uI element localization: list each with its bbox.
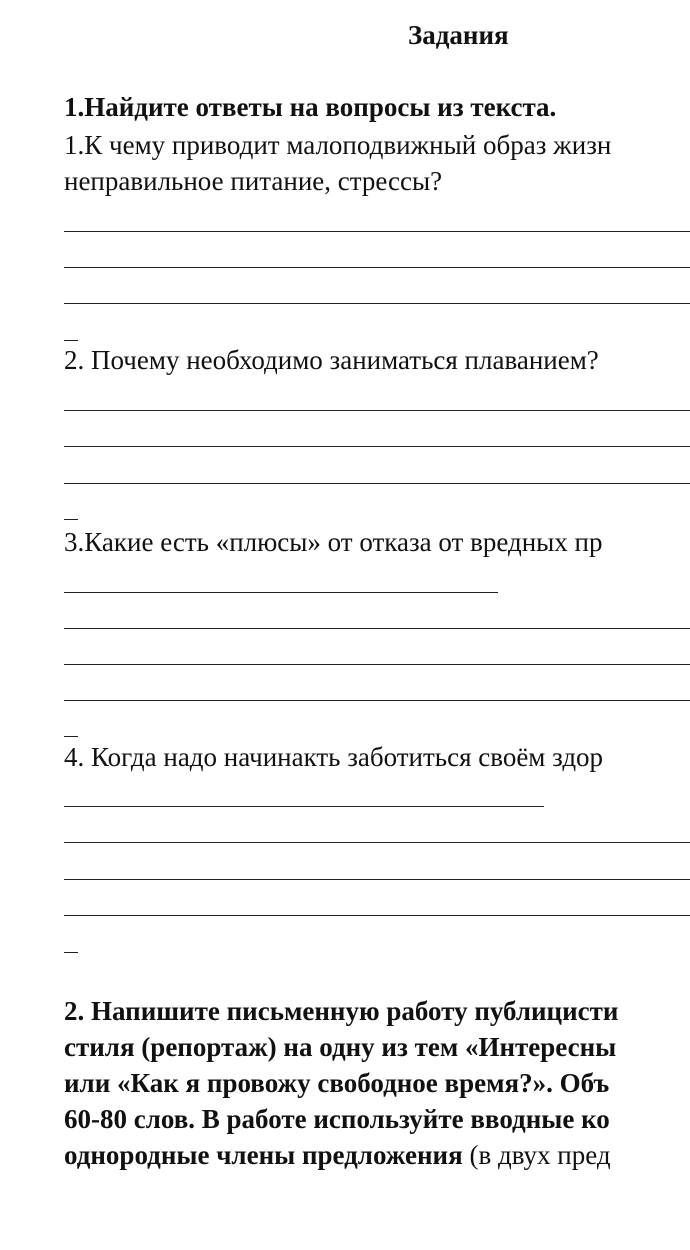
answer-line[interactable] xyxy=(64,446,690,447)
answer-line[interactable] xyxy=(64,879,690,880)
question-3-line-1: 3.Какие есть «плюсы» от отказа от вредных пр xyxy=(64,527,603,557)
question-1-line-2: неправильное питание, стрессы? xyxy=(64,166,443,196)
answer-line[interactable] xyxy=(64,842,690,843)
answer-line-tail xyxy=(64,952,78,953)
answer-line[interactable] xyxy=(64,483,690,484)
answer-line[interactable] xyxy=(64,664,690,665)
answer-line-tail xyxy=(64,519,78,520)
task2-line-2: стиля (репортаж) на одну из тем «Интересны xyxy=(64,1032,617,1062)
answer-line[interactable] xyxy=(64,267,690,268)
question-1-line-1: 1.К чему приводит малоподвижный образ жизн xyxy=(64,130,612,160)
task2-line-3: или «Как я провожу свободное время?». Объ xyxy=(64,1068,610,1098)
answer-line[interactable] xyxy=(64,628,690,629)
answer-line-tail xyxy=(64,340,78,341)
task2-line-1: 2. Напишите письменную работу публицисти xyxy=(64,996,619,1026)
answer-line[interactable] xyxy=(64,303,690,304)
answer-line[interactable] xyxy=(64,915,690,916)
task2-line-5 xyxy=(64,1138,611,1172)
page-title: Задания xyxy=(408,20,509,50)
answer-line[interactable] xyxy=(64,410,690,411)
task2-line-5-bold: однородные члены предложения xyxy=(64,1140,463,1170)
answer-line-short[interactable] xyxy=(64,806,544,807)
task2-line-5-regular: (в двух пред xyxy=(462,1140,611,1170)
question-4-line-1: 4. Когда надо начинакть заботиться своём здор xyxy=(64,742,604,772)
task1-heading: 1.Найдите ответы на вопросы из текста. xyxy=(64,92,557,122)
task2-line-4: 60-80 слов. В работе используйте вводные ко xyxy=(64,1104,610,1134)
answer-line[interactable] xyxy=(64,700,690,701)
answer-line-tail xyxy=(64,736,78,737)
question-2-line-1: 2. Почему необходимо заниматься плаванием? xyxy=(64,345,599,375)
answer-line[interactable] xyxy=(64,231,690,232)
answer-line-short[interactable] xyxy=(64,592,498,593)
